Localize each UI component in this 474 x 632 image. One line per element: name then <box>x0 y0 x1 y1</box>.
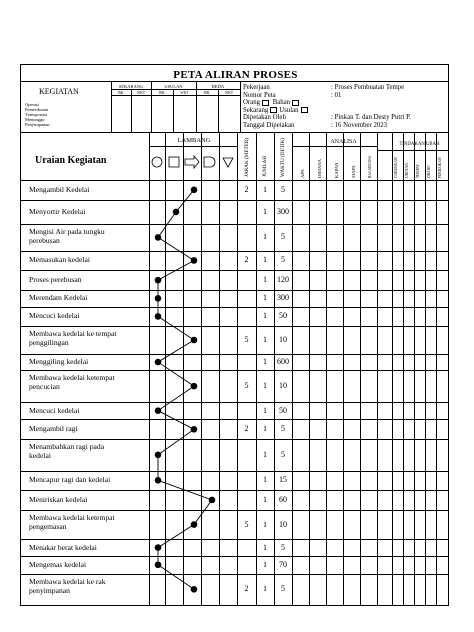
row-label-line: Memasukan kedelai <box>29 255 90 265</box>
flow-line <box>158 190 212 589</box>
flow-point <box>209 497 216 504</box>
cell-jumlah: 1 <box>263 449 267 459</box>
row-label-line: pencucian <box>29 382 60 392</box>
cell-jumlah: 1 <box>263 293 267 303</box>
tindakan-header: TINDAKAN UBAH <box>399 142 440 147</box>
cell-waktu: 5 <box>281 449 285 459</box>
row-label-line: Membawa kedelai ketempat <box>29 512 115 522</box>
subcol: JML <box>117 91 125 95</box>
cell-jarak: 2 <box>244 184 249 194</box>
row-label-line: Mencuci kedelai <box>29 311 80 321</box>
nomor-value: 01 <box>334 91 342 99</box>
row-label-line: Merendam Kedelai <box>29 293 88 303</box>
cell-waktu: 10 <box>279 519 287 529</box>
row-label-line: Mengisi Air pada tungku <box>29 227 105 237</box>
cell-jarak: 5 <box>244 381 249 391</box>
row-label-line: penggilingan <box>29 338 69 348</box>
cell-jumlah: 1 <box>263 381 267 391</box>
flow-point <box>155 544 162 551</box>
cell-jumlah: 1 <box>263 206 267 216</box>
col-usulan: USULAN <box>164 84 183 89</box>
row-label-line: Mencapur ragi dan kedelai <box>29 475 111 485</box>
cell-waktu: 300 <box>277 293 289 303</box>
subcol: WKT <box>224 91 234 95</box>
summary-row-penyimpanan: Penyimpanan <box>25 122 50 127</box>
flow-point <box>155 452 162 459</box>
analisa-col-dimana: DIMANA <box>317 159 322 178</box>
cell-jarak: 2 <box>244 584 249 594</box>
flow-point <box>155 477 162 484</box>
cell-jumlah: 1 <box>263 405 267 415</box>
row-label-line: penyimpanan <box>29 585 70 595</box>
summary-row-pemeriksaan: Pemeriksaan <box>25 107 48 112</box>
info-values: : Proses Pembuatan Tempe : 01 : Pinkan T. dan Desty Putri P. : 16 November 2023 <box>331 84 411 129</box>
cell-jarak: 5 <box>244 334 249 344</box>
subcol: JML <box>158 91 166 95</box>
summary-row-menunggu: Menunggu <box>25 117 45 122</box>
process-chart <box>20 64 449 606</box>
cell-waktu: 70 <box>279 559 287 569</box>
analisa-col-bagaimana: BAGAIMANA <box>368 155 372 178</box>
row-label-line: Membawa kedelai ke rak <box>29 576 106 586</box>
flow-point <box>173 209 180 216</box>
row-label-line: Meniriskan kedelai <box>29 494 88 504</box>
bahan-label: Bahan <box>272 99 291 107</box>
lambang-header: LAMBANG <box>177 137 211 144</box>
row-label-line: Menambahkan ragi pada <box>29 442 105 452</box>
cell-waktu: 600 <box>277 357 289 367</box>
pekerjaan-label: Pekerjaan <box>243 84 270 91</box>
flow-point <box>191 521 198 528</box>
tindakan-col-urutan: URUTAN <box>405 163 409 178</box>
cell-waktu: 300 <box>277 206 289 216</box>
dipetakan-value: Pinkan T. dan Desty Putri P. <box>334 114 411 122</box>
cell-waktu: 10 <box>279 381 287 391</box>
jarak-header: JARAK (METER) <box>244 137 250 177</box>
row-label-line: Menakar berat kedelai <box>29 542 97 552</box>
cell-waktu: 50 <box>279 311 287 321</box>
cell-jumlah: 1 <box>263 357 267 367</box>
pekerjaan-value: Proses Pembuatan Tempe <box>334 84 405 91</box>
dipetakan-label: Dipetakan Oleh <box>243 114 286 122</box>
cell-waktu: 10 <box>279 334 287 344</box>
cell-jumlah: 1 <box>263 232 267 242</box>
cell-jarak: 2 <box>244 255 249 265</box>
row-label-line: Mencuci kedelai <box>29 405 80 415</box>
row-label-line: pengemasan <box>29 521 67 531</box>
analisa-col-siapa: SIAPA <box>351 165 356 178</box>
analisa-header: ANALISA <box>330 139 357 145</box>
cell-jumlah: 1 <box>263 584 267 594</box>
row-label-line: Menyortir Kedelai <box>29 206 86 216</box>
flow-diagram <box>21 65 450 607</box>
cell-jumlah: 1 <box>263 334 267 344</box>
cell-jarak: 2 <box>244 424 249 434</box>
col-sekarang: SEKARANG <box>118 84 144 89</box>
tindakan-col-orang: ORANG <box>427 165 431 178</box>
cell-jumlah: 1 <box>263 184 267 194</box>
tindakan-col-gabungan: GABUNGAN <box>394 157 398 178</box>
flow-point <box>191 257 198 264</box>
flow-point <box>191 383 198 390</box>
kegiatan-label: KEGIATAN <box>39 87 79 96</box>
row-label-line: Membawa kedelai ketempat <box>29 373 115 383</box>
tindakan-col-perbaikan: PERBAIKAN <box>438 157 442 178</box>
flow-point <box>191 586 198 593</box>
analisa-col-kapan: KAPAN <box>334 162 339 178</box>
cell-waktu: 5 <box>281 424 285 434</box>
cell-waktu: 60 <box>279 494 287 504</box>
cell-waktu: 5 <box>281 255 285 265</box>
flow-point <box>155 407 162 414</box>
cell-jarak: 5 <box>244 519 249 529</box>
usulan-label: Usulan <box>279 106 299 114</box>
flow-point <box>155 277 162 284</box>
row-label-line: Mengambil ragi <box>29 424 78 434</box>
cell-waktu: 15 <box>279 475 287 485</box>
cell-jumlah: 1 <box>263 311 267 321</box>
cell-jumlah: 1 <box>263 275 267 285</box>
flow-point <box>155 359 162 366</box>
col-beda: BEDA <box>211 84 225 89</box>
cell-waktu: 5 <box>281 232 285 242</box>
uraian-header: Uraian Kegiatan <box>35 155 107 166</box>
analisa-col-apa: APA <box>300 169 305 178</box>
sekarang-label: Sekarang <box>243 106 269 114</box>
flow-point <box>155 295 162 302</box>
subcol: WKT <box>180 91 189 95</box>
flow-point <box>155 561 162 568</box>
flow-point <box>155 313 162 320</box>
tanggal-value: 16 November 2023 <box>334 121 388 129</box>
summary-row-operasi: Operasi <box>25 102 39 107</box>
orang-label: Orang <box>243 99 260 107</box>
chart-title: PETA ALIRAN PROSES <box>173 69 298 81</box>
cell-jumlah: 1 <box>263 424 267 434</box>
jumlah-header: JUMLAH <box>262 155 268 177</box>
cell-waktu: 5 <box>281 584 285 594</box>
cell-waktu: 5 <box>281 184 285 194</box>
subcol: JML <box>203 91 211 95</box>
cell-jumlah: 1 <box>263 494 267 504</box>
cell-jumlah: 1 <box>263 519 267 529</box>
cell-jumlah: 1 <box>263 255 267 265</box>
tanggal-label: Tanggal Dipetakan <box>243 121 295 129</box>
cell-jumlah: 1 <box>263 559 267 569</box>
cell-waktu: 5 <box>281 542 285 552</box>
flow-point <box>191 426 198 433</box>
row-label-line: kedelai <box>29 451 51 461</box>
row-label-line: Mengemas kedelai <box>29 559 87 569</box>
row-label-line: Membawa kedelai ke tempat <box>29 329 117 339</box>
subcol: WKT <box>136 91 146 95</box>
nomor-label: Nomor Peta <box>243 91 276 99</box>
cell-waktu: 50 <box>279 405 287 415</box>
flow-point <box>155 234 162 241</box>
flow-point <box>191 187 198 194</box>
waktu-header: WAKTU (DETIK) <box>280 137 286 177</box>
row-label-line: Mengambil Kedelai <box>29 184 90 194</box>
summary-row-transportasi: Transportasi <box>25 112 48 117</box>
row-label-line: Proses perebusan <box>29 275 82 285</box>
cell-jumlah: 1 <box>263 475 267 485</box>
flow-point <box>191 337 198 344</box>
row-label-line: Menggiling kedelai <box>29 357 89 367</box>
cell-jumlah: 1 <box>263 542 267 552</box>
cell-waktu: 120 <box>277 275 289 285</box>
tindakan-col-tempat: TEMPAT <box>416 164 420 178</box>
row-label-line: perebusan <box>29 236 60 246</box>
